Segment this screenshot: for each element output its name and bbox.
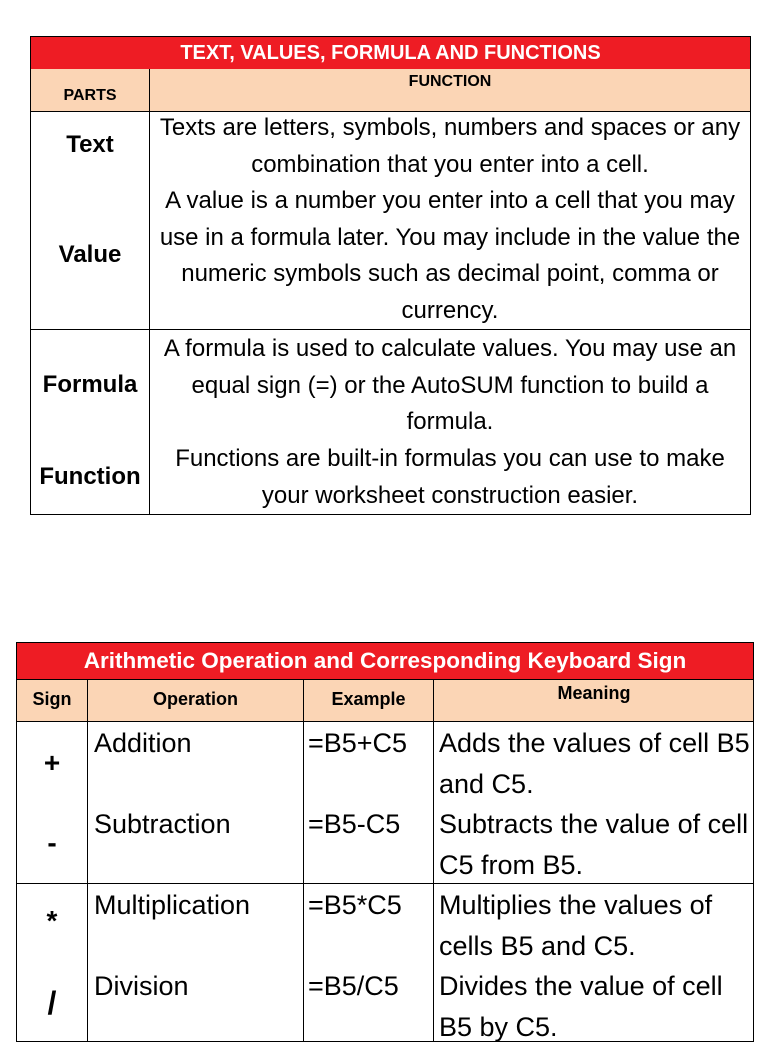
sign-multiply: *	[46, 905, 58, 936]
part-desc-function: Functions are built-in formulas you can use to make your worksheet construction easier.	[175, 445, 725, 509]
row-divider	[17, 679, 753, 680]
part-desc-formula: A formula is used to calculate values. You may use an equal sign (=) or the AutoSUM function to build a formula.	[163, 335, 737, 436]
column-header-meaning: Meaning	[557, 683, 631, 703]
sign-minus: -	[47, 827, 57, 858]
operation-division: Division	[94, 971, 189, 1001]
column-header-parts: PARTS	[63, 87, 117, 104]
column-header-example: Example	[331, 689, 406, 709]
part-desc-value: A value is a number you enter into a cell that you may use in a formula later. You may include in the value the numeric symbols such as decimal point, comma or currency.	[159, 187, 741, 325]
operation-subtraction: Subtraction	[94, 809, 231, 839]
operation-addition: Addition	[94, 728, 192, 758]
meaning-multiplication: Multiplies the values of cells B5 and C5.	[439, 890, 713, 961]
example-addition: =B5+C5	[308, 728, 408, 758]
meaning-subtraction: Subtracts the value of cell C5 from B5.	[439, 809, 749, 880]
parts-functions-table	[30, 36, 751, 515]
column-divider	[87, 679, 88, 1041]
row-divider	[17, 721, 753, 722]
sign-divide: /	[47, 985, 57, 1021]
column-header-function: FUNCTION	[408, 73, 492, 90]
table-title: Arithmetic Operation and Corresponding Keyboard Sign	[17, 643, 753, 679]
example-subtraction: =B5-C5	[308, 809, 401, 839]
part-desc-text: Texts are letters, symbols, numbers and spaces or any combination that you enter into a cell.	[159, 114, 741, 178]
example-multiplication: =B5*C5	[308, 890, 402, 920]
part-label-formula: Formula	[42, 371, 138, 398]
column-divider	[303, 679, 304, 1041]
column-header-sign: Sign	[32, 689, 72, 709]
arithmetic-operations-table	[16, 642, 754, 1042]
example-division: =B5/C5	[308, 971, 399, 1001]
part-label-function: Function	[39, 463, 141, 490]
table-title: TEXT, VALUES, FORMULA AND FUNCTIONS	[31, 37, 750, 69]
meaning-division: Divides the value of cell B5 by C5.	[439, 971, 723, 1042]
part-label-value: Value	[58, 241, 122, 268]
column-header-operation: Operation	[152, 689, 238, 709]
meaning-addition: Adds the values of cell B5 and C5.	[439, 728, 750, 799]
table-header-row	[17, 679, 753, 721]
operation-multiplication: Multiplication	[94, 890, 251, 920]
sign-plus: +	[43, 747, 61, 778]
part-label-text: Text	[66, 131, 114, 158]
table-header-row	[31, 69, 750, 111]
column-divider	[433, 679, 434, 1041]
